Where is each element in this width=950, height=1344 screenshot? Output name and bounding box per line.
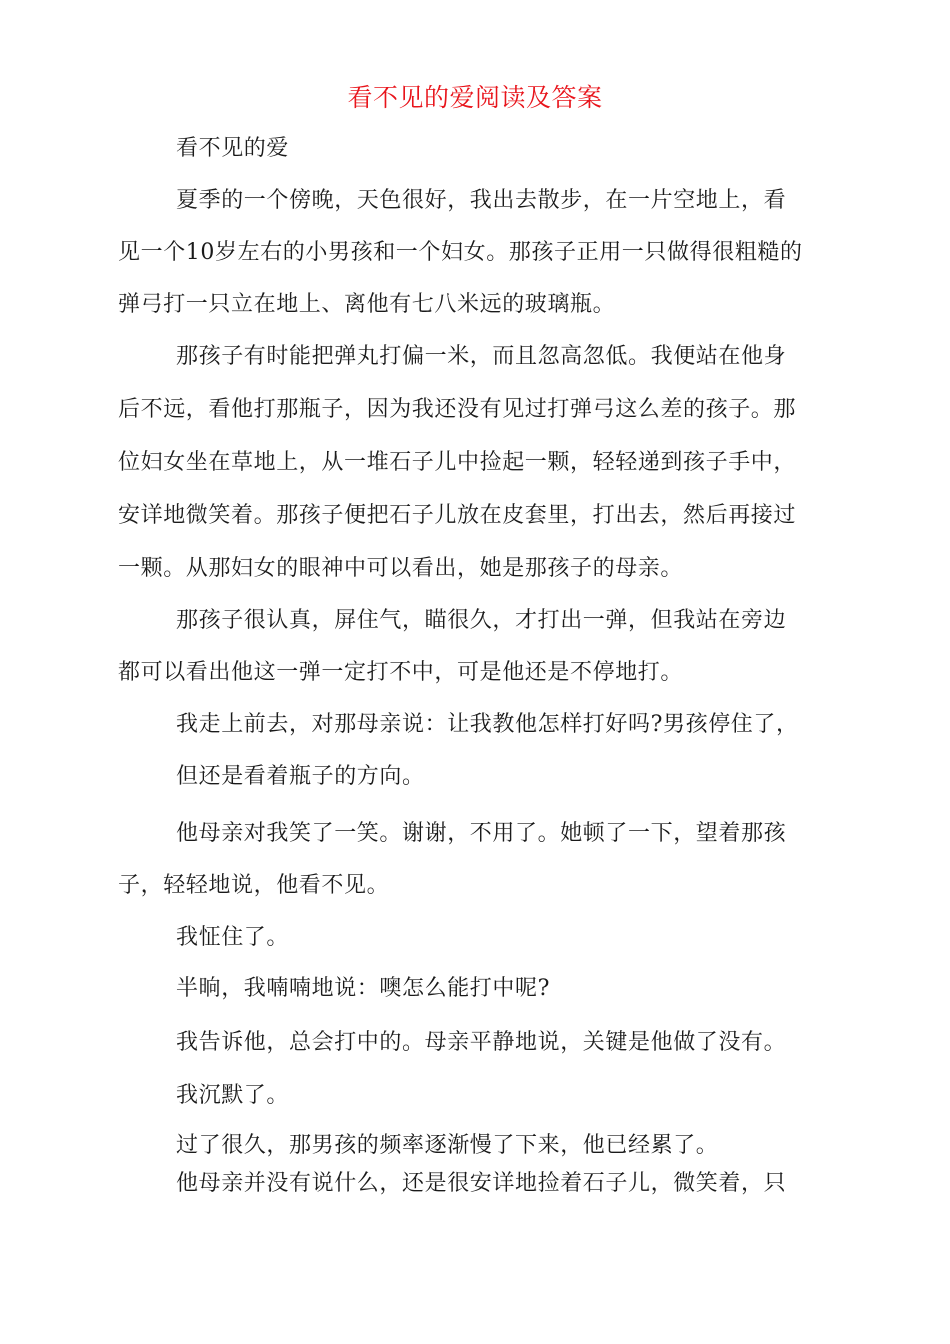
paragraph-line: 安详地微笑着。那孩子便把石子儿放在皮套里，打出去，然后再接过 — [118, 503, 797, 528]
document-title: 看不见的爱阅读及答案 — [347, 83, 603, 112]
paragraph-line: 过了很久，那男孩的频率逐渐慢了下来，他已经累了。 — [176, 1133, 719, 1158]
paragraph-line: 我告诉他，总会打中的。母亲平静地说，关键是他做了没有。 — [176, 1030, 787, 1055]
paragraph-line: 位妇女坐在草地上，从一堆石子儿中捡起一颗，轻轻递到孩子手中， — [118, 450, 797, 475]
paragraph-line: 他母亲并没有说什么，还是很安详地捡着石子儿，微笑着，只 — [176, 1171, 787, 1196]
paragraph-line: 夏季的一个傍晚，天色很好，我出去散步，在一片空地上，看 — [176, 188, 787, 213]
paragraph-line: 那孩子有时能把弹丸打偏一米，而且忽高忽低。我便站在他身 — [176, 344, 787, 369]
paragraph-line: 我走上前去，对那母亲说：让我教他怎样打好吗?男孩停住了， — [176, 712, 799, 737]
paragraph-line: 半晌，我喃喃地说：噢怎么能打中呢? — [176, 976, 550, 1001]
paragraph-line: 一颗。从那妇女的眼神中可以看出，她是那孩子的母亲。 — [118, 556, 684, 581]
paragraph-line: 都可以看出他这一弹一定打不中，可是他还是不停地打。 — [118, 660, 684, 685]
paragraph-line: 我怔住了。 — [176, 925, 290, 950]
paragraph-line: 见一个10岁左右的小男孩和一个妇女。那孩子正用一只做得很粗糙的 — [118, 240, 803, 265]
paragraph-line: 子，轻轻地说，他看不见。 — [118, 873, 390, 898]
paragraph-line: 但还是看着瓶子的方向。 — [176, 764, 425, 789]
paragraph-line: 弹弓打一只立在地上、离他有七八米远的玻璃瓶。 — [118, 292, 616, 317]
paragraph-line: 他母亲对我笑了一笑。谢谢，不用了。她顿了一下，望着那孩 — [176, 821, 787, 846]
paragraph-line: 我沉默了。 — [176, 1083, 290, 1108]
paragraph-line: 后不远，看他打那瓶子，因为我还没有见过打弹弓这么差的孩子。那 — [118, 397, 797, 422]
paragraph-line: 那孩子很认真，屏住气，瞄很久，才打出一弹，但我站在旁边 — [176, 608, 787, 633]
subtitle-line: 看不见的爱 — [176, 136, 290, 161]
